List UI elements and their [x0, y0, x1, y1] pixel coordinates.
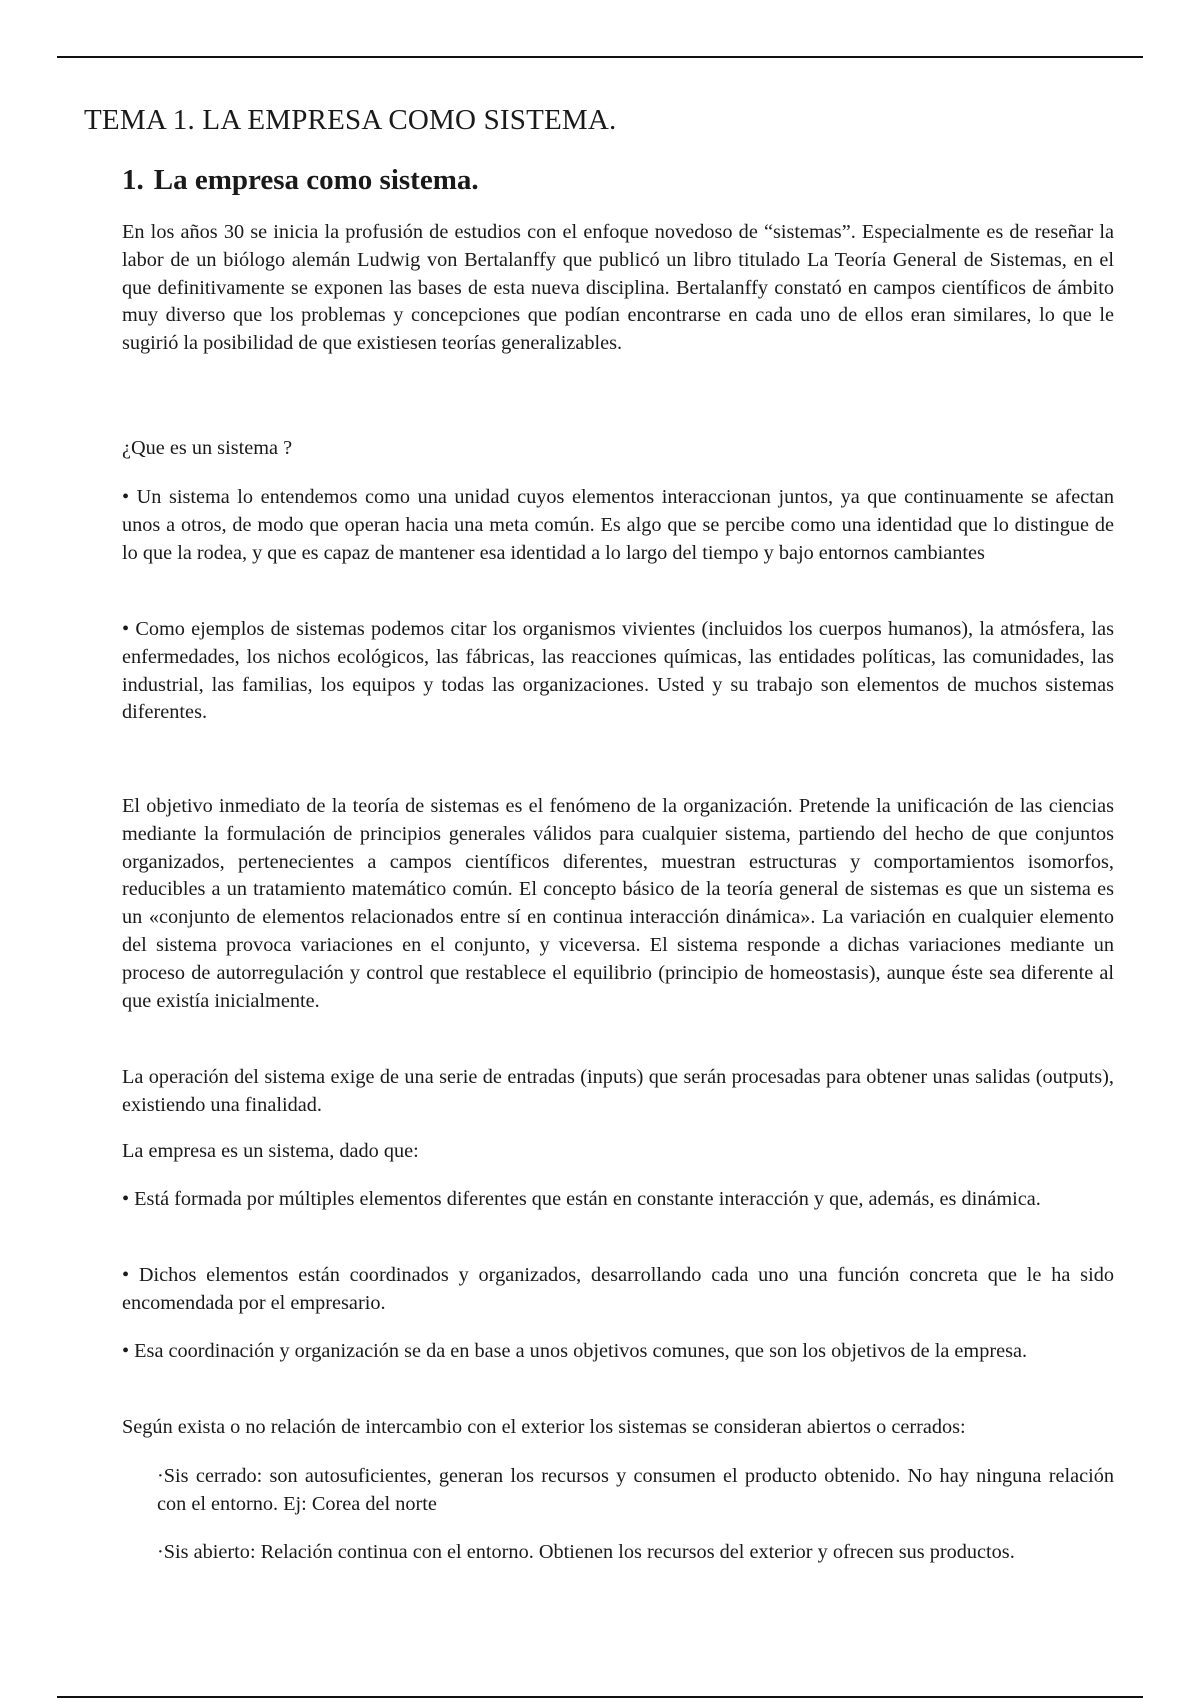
section-heading: [122, 164, 479, 197]
top-rule: [57, 56, 1143, 58]
bullet-objetivos: • Esa coordinación y organización se da en base a unos objetivos comunes, que son los objetivos de la empresa.: [122, 1340, 1028, 1362]
paragraph-objective: El objetivo inmediato de la teoría de sistemas es el fenómeno de la organización. Pretende la unificación de las ciencias mediante la formulación de principios generales válidos para cualquier sistema, partiendo del hecho de que conjuntos organizados, pertenecientes a campos científicos diferentes, muestran estructuras y comportamientos isomorfos, reducibles a un tratamiento matemático común. El concepto básico de la teoría general de sistemas es que un sistema es un «conjunto de elementos relacionados entre sí en continua interacción dinámica». La variación en cualquier elemento del sistema provoca variaciones en el conjunto, y viceversa. El sistema responde a dichas variaciones mediante un proceso de autorregulación y control que restablece el equilibrio (principio de homeostasis), aunque éste sea diferente al que existía inicialmente.: [122, 795, 1114, 1012]
document-title: TEMA 1. LA EMPRESA COMO SISTEMA.: [84, 104, 617, 136]
bullet-definition: • Un sistema lo entendemos como una unidad cuyos elementos interaccionan juntos, ya que continuamente se afectan unos a otros, de modo que operan hacia una meta común. Es algo que se percibe como una identidad que lo distingue de lo que la rodea, y que es capaz de mantener esa identidad a lo largo del tiempo y bajo entornos cambiantes: [122, 486, 1114, 564]
paragraph-intro: En los años 30 se inicia la profusión de estudios con el enfoque novedoso de “sistemas”. Especialmente es de reseñar la labor de un biólogo alemán Ludwig von Bertalanffy que publicó un libro titulado La Teoría General de Sistemas, en el que definitivamente se exponen las bases de esta nueva disciplina. Bertalanffy constató en campos científicos de ámbito muy diverso que los problemas y concepciones que podían encontrarse en cada uno de ellos eran similares, lo que le sugirió la posibilidad de que existiesen teorías generalizables.: [122, 221, 1114, 355]
bullet-examples: • Como ejemplos de sistemas podemos citar los organismos vivientes (incluidos los cuerpos humanos), la atmósfera, las enfermedades, los nichos ecológicos, las fábricas, las reacciones químicas, las entidades políticas, las comunidades, las industrial, las familias, los equipos y todas las organizaciones. Usted y su trabajo son elementos de muchos sistemas diferentes.: [122, 618, 1114, 724]
paragraph-empresa: La empresa es un sistema, dado que:: [122, 1140, 419, 1162]
bullet-elementos: • Está formada por múltiples elementos diferentes que están en constante interacción y que, además, es dinámica.: [122, 1188, 1041, 1210]
paragraph-operation: La operación del sistema exige de una serie de entradas (inputs) que serán procesadas para obtener unas salidas (outputs), existiendo una finalidad.: [122, 1066, 1114, 1116]
bullet-coordinacion: • Dichos elementos están coordinados y organizados, desarrollando cada uno una función concreta que le ha sido encomendada por el empresario.: [122, 1264, 1114, 1314]
section-title: La empresa como sistema.: [153, 164, 479, 196]
item-sistema-cerrado: ·Sis cerrado: son autosuficientes, generan los recursos y consumen el producto obtenido. No hay ninguna relación con el entorno. Ej: Corea del norte: [157, 1465, 1114, 1515]
paragraph-segun: Según exista o no relación de intercambio con el exterior los sistemas se consideran abiertos o cerrados:: [122, 1416, 966, 1438]
bottom-rule: [57, 1696, 1143, 1698]
item-sistema-abierto: ·Sis abierto: Relación continua con el entorno. Obtienen los recursos del exterior y ofrecen sus productos.: [157, 1541, 1015, 1563]
paragraph-question: ¿Que es un sistema ?: [122, 437, 293, 459]
section-number: 1.: [122, 164, 144, 196]
